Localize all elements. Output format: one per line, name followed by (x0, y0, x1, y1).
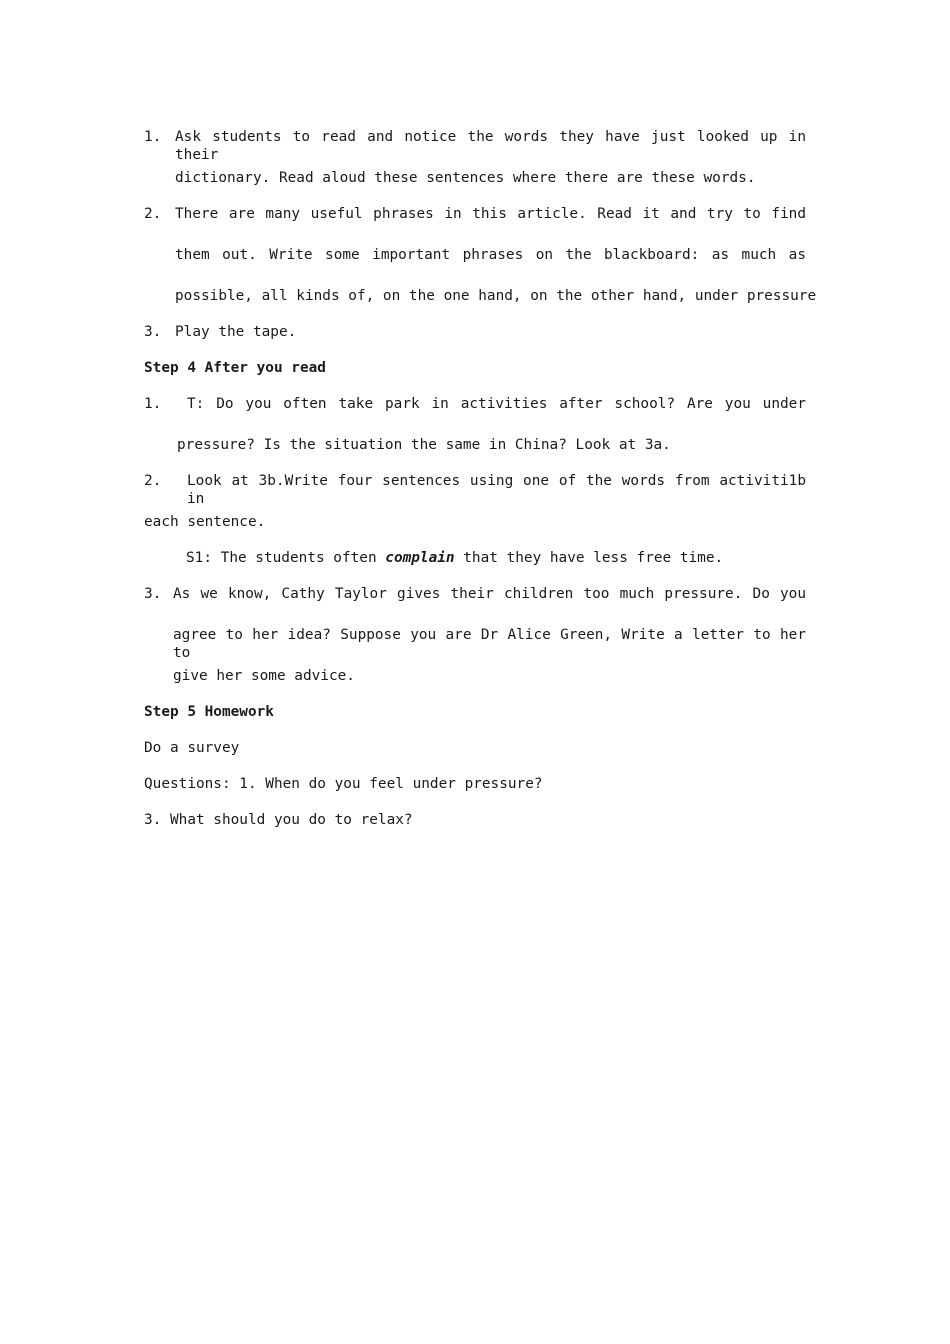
item-text: There are many useful phrases in this article. Read it and try to find (175, 206, 806, 222)
homework-text: 3. What should you do to relax? (144, 812, 413, 828)
item-text: pressure? Is the situation the same in China? Look at 3a. (177, 437, 671, 453)
example-prefix: S1: The students often (186, 550, 386, 566)
example-suffix: that they have less free time. (454, 550, 724, 566)
emphasized-word: complain (385, 550, 455, 566)
step-heading: Step 5 Homework (144, 704, 274, 720)
item-text: dictionary. Read aloud these sentences where there are these words. (175, 170, 756, 186)
list-number: 1. (144, 129, 162, 145)
example-sentence (186, 549, 723, 567)
list-number: 3. (144, 324, 162, 340)
item-text: As we know, Cathy Taylor gives their children too much pressure. Do you (173, 586, 806, 602)
step-heading: Step 4 After you read (144, 360, 326, 376)
item-text: them out. Write some important phrases on the blackboard: as much as (175, 247, 806, 263)
item-text: Play the tape. (175, 324, 297, 340)
list-number: 2. (144, 473, 162, 489)
list-number: 1. (144, 396, 162, 412)
item-text: agree to her idea? Suppose you are Dr Alice Green, Write a letter to her to (173, 627, 806, 661)
item-text: each sentence. (144, 514, 266, 530)
homework-text: Questions: 1. When do you feel under pressure? (144, 776, 543, 792)
list-number: 3. (144, 586, 162, 602)
item-text: T: Do you often take park in activities after school? Are you under (187, 396, 806, 412)
homework-text: Do a survey (144, 740, 240, 756)
item-text: Ask students to read and notice the words they have just looked up in their (175, 129, 806, 163)
item-text: give her some advice. (173, 668, 355, 684)
list-number: 2. (144, 206, 162, 222)
item-text: Look at 3b.Write four sentences using one of the words from activiti1b in (187, 473, 806, 507)
item-text: possible, all kinds of, on the one hand, on the other hand, under pressure (175, 288, 817, 304)
